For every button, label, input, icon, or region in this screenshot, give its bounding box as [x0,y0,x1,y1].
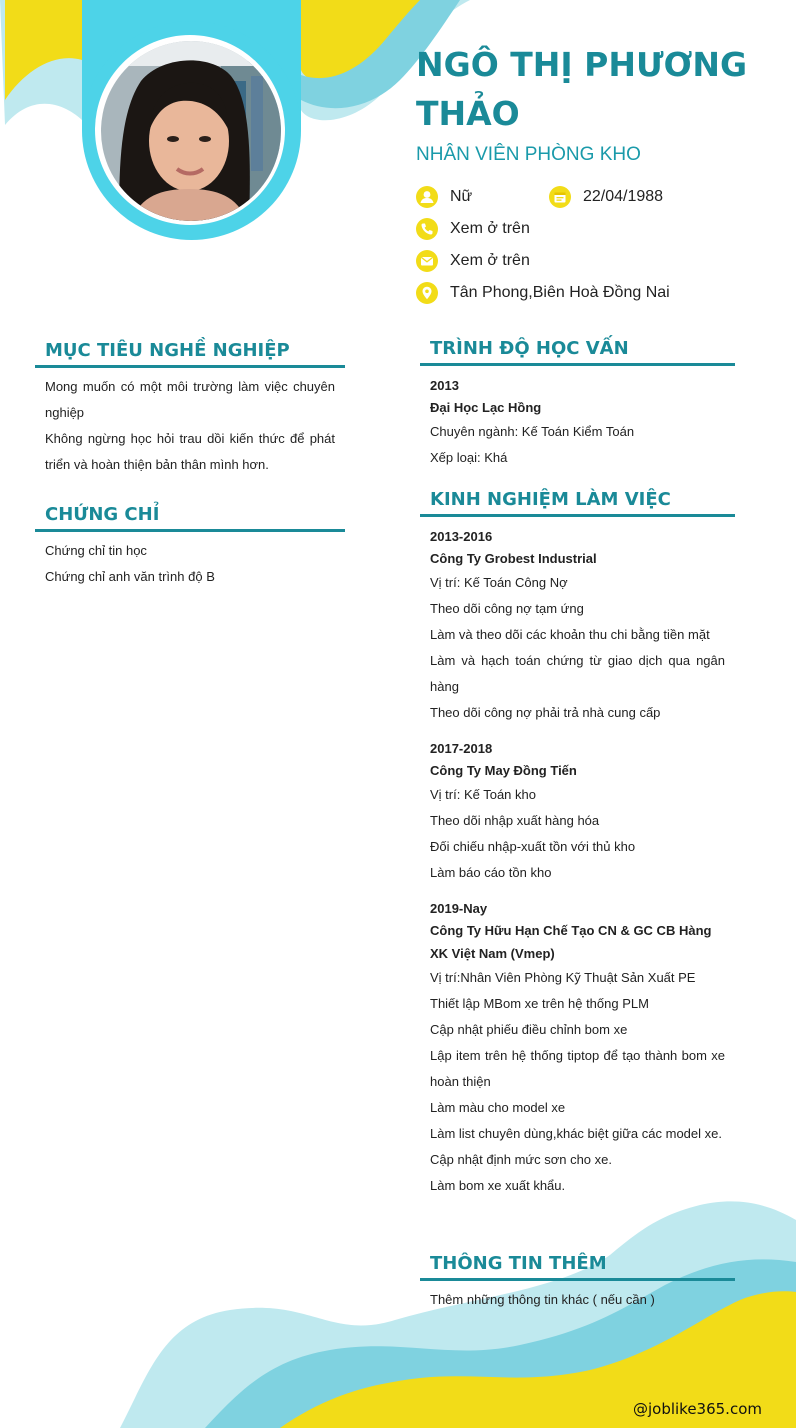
job-company: Công Ty May Đồng Tiến [430,763,577,778]
objective-title: MỤC TIÊU NGHỀ NGHIỆP [35,339,345,368]
certificates-title: CHỨNG CHỈ [35,503,345,532]
job-detail: Vị trí: Kế Toán Công Nợ [430,575,568,590]
location-pin-icon [416,282,438,304]
job-period: 2019-Nay [430,901,488,916]
education-section [420,337,735,471]
user-icon [416,186,438,208]
birthday-row [549,186,663,208]
phone-row [416,218,530,240]
job-detail: Cập nhật phiếu điều chỉnh bom xe [430,1022,628,1037]
job-entry [430,527,725,726]
additional-text: Thêm những thông tin khác ( nếu cần ) [430,1292,655,1307]
phone-icon [416,218,438,240]
job-detail: Làm list chuyên dùng,khác biệt giữa các model xe. [430,1126,722,1141]
experience-title: KINH NGHIỆM LÀM VIỆC [420,488,735,517]
education-year: 2013 [430,378,459,393]
job-detail: Theo dõi công nợ phải trả nhà cung cấp [430,705,661,720]
job-detail: Làm và hạch toán chứng từ giao dịch qua ngân hàng [430,653,725,694]
job-detail: Đối chiếu nhập-xuất tồn với thủ kho [430,839,636,854]
job-detail: Thiết lập MBom xe trên hệ thống PLM [430,996,649,1011]
job-detail: Lập item trên hệ thống tiptop để tạo thành bom xe hoàn thiện [430,1048,725,1089]
job-detail: Vị trí:Nhân Viên Phòng Kỹ Thuật Sản Xuất PE [430,970,696,985]
job-entry [430,899,725,1199]
job-detail: Làm và theo dõi các khoản thu chi bằng tiền mặt [430,627,710,642]
additional-title: THÔNG TIN THÊM [420,1252,735,1281]
footer-watermark: @joblike365.com [632,1400,762,1418]
job-company: Công Ty Grobest Industrial [430,551,597,566]
education-school: Đại Học Lạc Hồng [430,400,542,415]
experience-section [420,488,735,1212]
job-entry [430,739,725,886]
job-detail: Làm báo cáo tồn kho [430,865,552,880]
job-detail: Làm màu cho model xe [430,1100,566,1115]
avatar-illustration [101,41,281,221]
job-title: NHÂN VIÊN PHÒNG KHO [416,144,641,165]
job-detail: Theo dõi nhập xuất hàng hóa [430,813,600,828]
certificate-item: Chứng chỉ tin học [45,543,147,558]
phone-value: Xem ở trên [450,220,530,237]
candidate-name: NGÔ THỊ PHƯƠNG THẢO [416,45,748,133]
gender-value: Nữ [450,188,473,205]
objective-section [35,339,345,478]
job-detail: Làm bom xe xuất khẩu. [430,1178,566,1193]
job-period: 2013-2016 [430,529,493,544]
birthday-value: 22/04/1988 [583,188,664,205]
gender-row [416,186,472,208]
education-major: Chuyên ngành: Kế Toán Kiểm Toán [430,424,635,439]
job-detail: Cập nhật định mức sơn cho xe. [430,1152,612,1167]
job-company: Công Ty Hữu Hạn Chế Tạo CN & GC CB Hàng XK Việt Nam (Vmep) [430,923,712,961]
calendar-icon [549,186,571,208]
address-value: Tân Phong,Biên Hoà Đồng Nai [450,284,670,301]
education-rank: Xếp loại: Khá [430,450,508,465]
email-row [416,250,530,272]
avatar [101,41,281,221]
email-value: Xem ở trên [450,252,530,269]
education-title: TRÌNH ĐỘ HỌC VẤN [420,337,735,366]
certificates-section [35,503,345,590]
additional-section [420,1252,735,1313]
email-icon [416,250,438,272]
objective-line: Không ngừng học hỏi trau dồi kiến thức để phát triển và hoàn thiện bản thân mình hơn. [45,431,335,472]
job-detail: Theo dõi công nợ tạm ứng [430,601,584,616]
address-row [416,282,670,304]
job-period: 2017-2018 [430,741,493,756]
certificate-item: Chứng chỉ anh văn trình độ B [45,569,215,584]
job-detail: Vị trí: Kế Toán kho [430,787,536,802]
objective-line: Mong muốn có một môi trường làm việc chuyên nghiệp [45,379,335,420]
